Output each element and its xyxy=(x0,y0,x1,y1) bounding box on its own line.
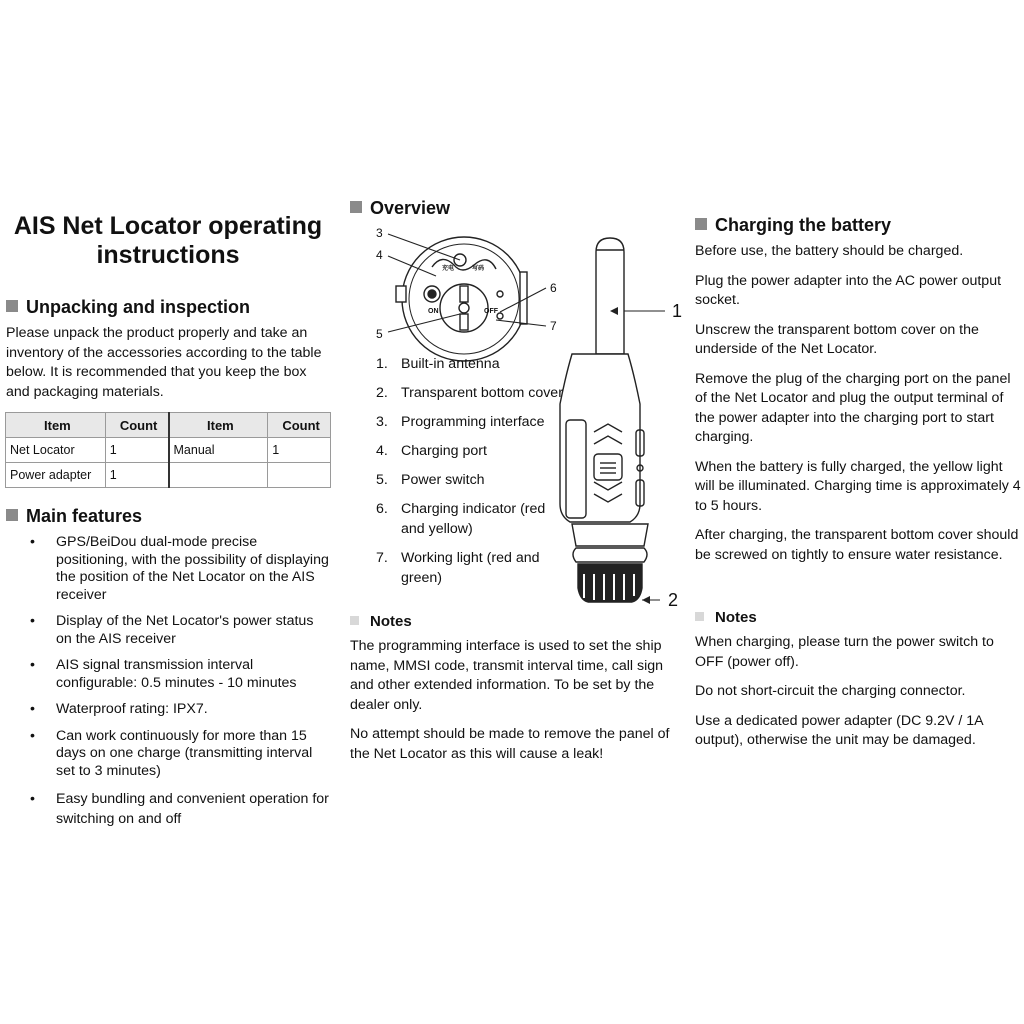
section-bullet-square xyxy=(350,201,362,213)
switch-off-label: OFF xyxy=(484,308,498,315)
part-number: 1. xyxy=(376,356,388,372)
table-cell: Power adapter xyxy=(6,463,106,488)
features-list xyxy=(6,534,332,838)
overview-heading xyxy=(350,197,450,219)
table-row xyxy=(6,463,331,488)
charging-paragraph: Remove the plug of the charging port on the panel of the Net Locator and plug the output terminal of the power adapter into the charging port to start charging. xyxy=(695,370,1011,445)
write-code-label: 写码 xyxy=(472,266,485,272)
table-cell: Manual xyxy=(169,438,268,463)
charging-instructions xyxy=(695,242,1021,575)
charging-notes xyxy=(695,633,1017,761)
note-paragraph: When charging, please turn the power switch to OFF (power off). xyxy=(695,634,994,670)
list-item xyxy=(376,499,566,539)
table-cell: 1 xyxy=(268,438,331,463)
note-paragraph: Do not short-circuit the charging connector. xyxy=(695,683,966,699)
list-item: • GPS/BeiDou dual-mode precise positioning, with the possibility of displaying the position of the Net Locator on the AIS receiver xyxy=(6,534,332,604)
table-header: Item xyxy=(169,413,268,438)
switch-on-label: ON xyxy=(428,308,439,315)
callout-7: 7 xyxy=(550,319,557,333)
part-number: 3. xyxy=(376,414,388,430)
table-cell: Net Locator xyxy=(6,438,106,463)
part-number: 6. xyxy=(376,501,388,517)
charging-notes-heading-text: Notes xyxy=(715,609,757,626)
list-item xyxy=(376,354,566,374)
note-paragraph: The programming interface is used to set the ship name, MMSI code, transmit interval time, call sign and other extended information. To be set by the dealer only. xyxy=(350,638,664,713)
list-item: • AIS signal transmission interval configurable: 0.5 minutes - 10 minutes xyxy=(6,657,332,692)
part-number: 2. xyxy=(376,385,388,401)
charging-paragraph: When the battery is fully charged, the yellow light will be illuminated. Charging time is approximately 4 to 5 hours. xyxy=(695,458,1021,514)
list-item: • Waterproof rating: IPX7. xyxy=(6,701,332,719)
part-number: 5. xyxy=(376,472,388,488)
list-item xyxy=(376,383,566,403)
note-paragraph: Use a dedicated power adapter (DC 9.2V / 1A output), otherwise the unit may be damaged. xyxy=(695,712,983,748)
inventory-table xyxy=(5,412,331,488)
table-header: Count xyxy=(105,413,168,438)
note-paragraph: No attempt should be made to remove the panel of the Net Locator as this will cause a leak! xyxy=(350,726,670,762)
charging-heading-text: Charging the battery xyxy=(715,215,892,235)
list-item xyxy=(376,548,566,588)
part-number: 4. xyxy=(376,443,388,459)
overview-heading-text: Overview xyxy=(370,198,451,218)
table-row xyxy=(6,438,331,463)
table-cell xyxy=(268,463,331,488)
charging-notes-heading xyxy=(695,607,757,629)
table-cell xyxy=(169,463,268,488)
callout-3: 3 xyxy=(376,226,383,240)
list-item xyxy=(376,412,566,432)
table-cell: 1 xyxy=(105,463,168,488)
list-item: • Easy bundling and convenient operation for switching on and off xyxy=(6,789,332,829)
charging-heading xyxy=(695,214,891,236)
top-panel-view xyxy=(396,237,527,361)
parts-list xyxy=(376,354,566,597)
callout-1: 1 xyxy=(672,301,683,321)
callout-2: 2 xyxy=(668,590,679,610)
page-title: AIS Net Locator operating instructions xyxy=(13,212,323,269)
section-bullet-square xyxy=(6,509,18,521)
table-header: Item xyxy=(6,413,106,438)
charging-paragraph: Plug the power adapter into the AC power output socket. xyxy=(695,272,1002,308)
table-cell: 1 xyxy=(105,438,168,463)
charging-paragraph: After charging, the transparent bottom cover should be screwed on tightly to ensure water resistance. xyxy=(695,527,1019,563)
part-label: Charging indicator (red and yellow) xyxy=(401,501,546,537)
section-bullet-square xyxy=(695,218,707,230)
unpacking-heading-text: Unpacking and inspection xyxy=(26,297,251,317)
part-label: Power switch xyxy=(401,472,485,488)
part-number: 7. xyxy=(376,550,388,566)
list-item xyxy=(376,441,566,461)
part-label: Built-in antenna xyxy=(401,356,500,372)
part-label: Programming interface xyxy=(401,414,545,430)
charging-paragraph: Before use, the battery should be charged. xyxy=(695,243,964,259)
unpacking-text: Please unpack the product properly and take an inventory of the accessories according to the table below. It is recommended that you keep the box and packaging materials. xyxy=(6,325,322,400)
charging-paragraph: Unscrew the transparent bottom cover on the underside of the Net Locator. xyxy=(695,321,979,357)
table-header: Count xyxy=(268,413,331,438)
list-item: • Display of the Net Locator's power status on the AIS receiver xyxy=(6,613,332,648)
notes-bullet-square xyxy=(350,616,359,625)
callout-6: 6 xyxy=(550,281,557,295)
charge-port-label: 充电 xyxy=(442,266,455,272)
overview-notes-heading xyxy=(350,611,412,633)
features-heading xyxy=(6,505,142,527)
list-item xyxy=(376,470,566,490)
device-side-view xyxy=(560,238,648,602)
callout-5: 5 xyxy=(376,327,383,341)
part-label: Charging port xyxy=(401,443,487,459)
notes-bullet-square xyxy=(695,612,704,621)
unpacking-heading xyxy=(6,296,250,318)
part-label: Transparent bottom cover xyxy=(401,385,563,401)
callout-4: 4 xyxy=(376,248,383,262)
list-item: • Can work continuously for more than 15 days on one charge (transmitting interval set to 3 minutes) xyxy=(6,728,332,781)
section-bullet-square xyxy=(6,300,18,312)
overview-notes-heading-text: Notes xyxy=(370,613,412,630)
overview-notes xyxy=(350,637,678,774)
part-label: Working light (red and green) xyxy=(401,550,540,586)
features-heading-text: Main features xyxy=(26,506,143,526)
table-header-row xyxy=(6,413,331,438)
